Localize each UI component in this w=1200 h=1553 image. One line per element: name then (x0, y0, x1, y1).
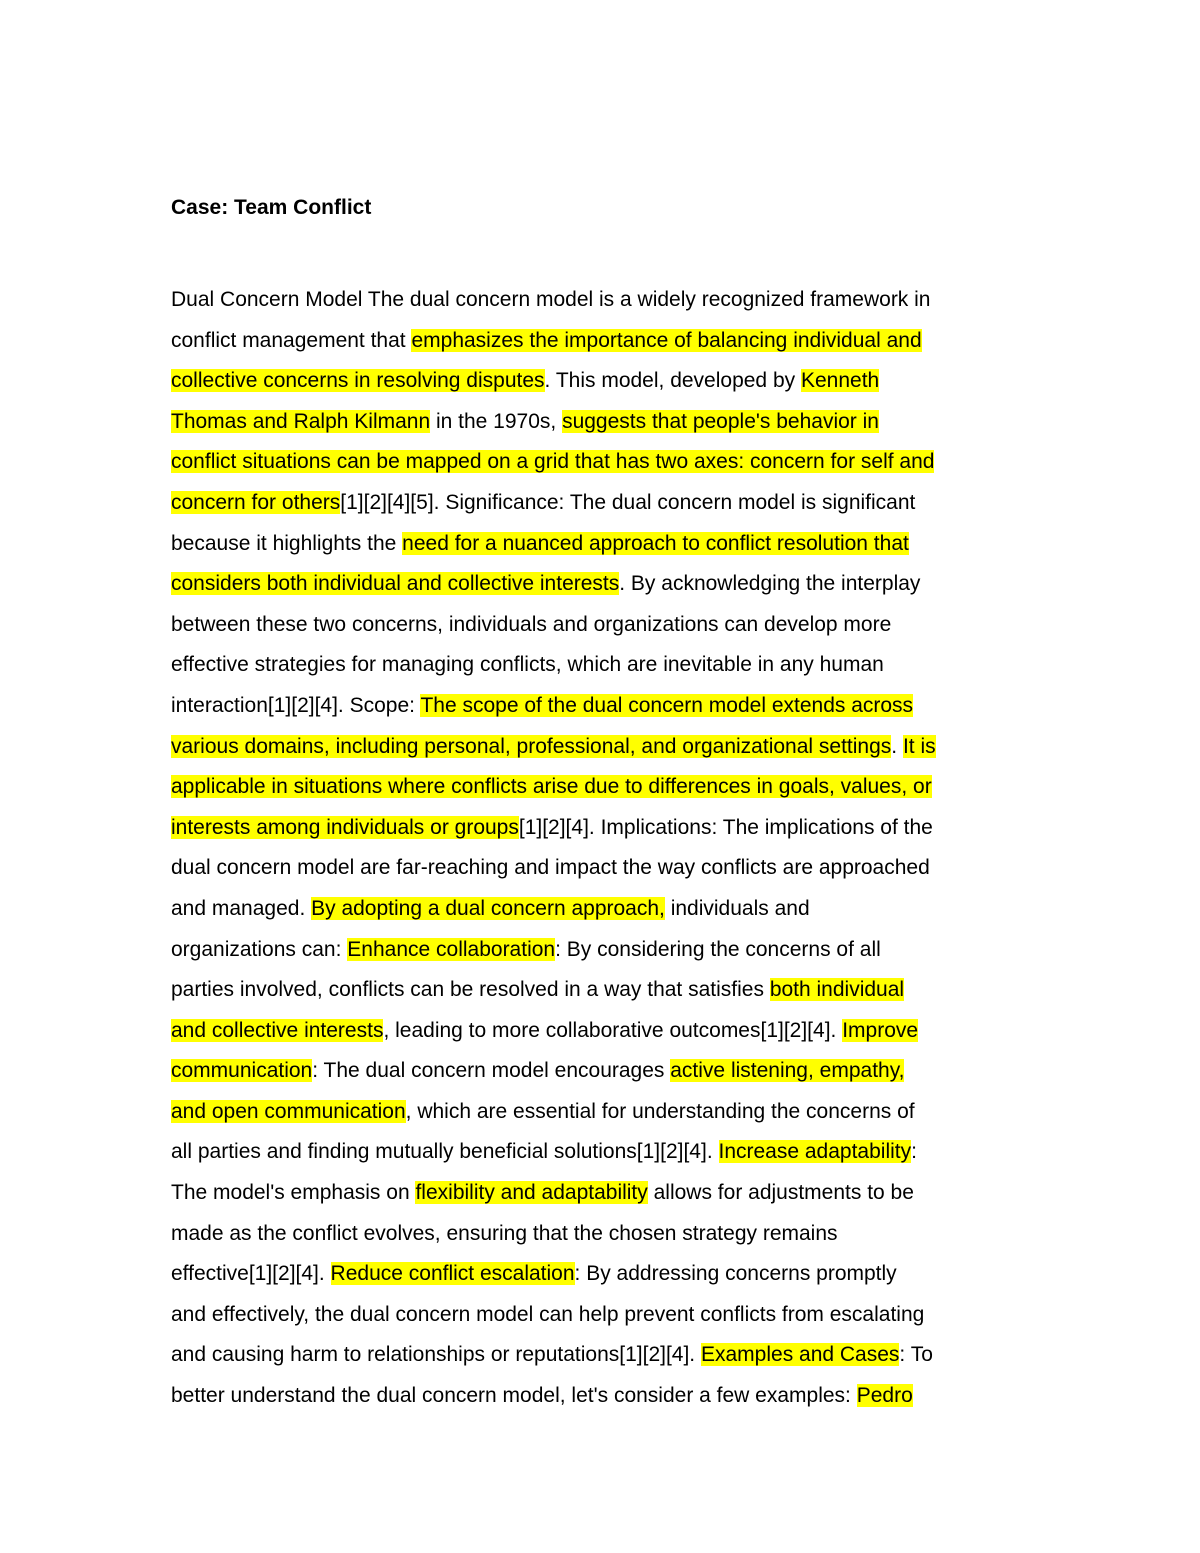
body-text: organizations can: (171, 937, 348, 961)
highlighted-text: Increase adaptability (718, 1140, 912, 1164)
body-text: [1][2][4][5]. Significance: The dual concern model is significant (340, 490, 916, 514)
text-line (171, 605, 1041, 646)
body-text: Dual Concern Model The dual concern model is a widely recognized framework in (171, 288, 931, 311)
body-text: interaction[1][2][4]. Scope: (171, 693, 421, 717)
highlighted-text: interests among individuals or groups (171, 815, 519, 839)
body-text: , which are essential for understanding the concerns of (405, 1099, 915, 1123)
body-text: , leading to more collaborative outcomes[1][2][4]. (383, 1018, 843, 1042)
body-text: and managed. (171, 896, 312, 920)
text-line (171, 1254, 1041, 1295)
text-line (171, 1295, 1041, 1336)
highlighted-text: conflict situations can be mapped on a grid that has two axes: concern for self and (171, 450, 935, 474)
highlighted-text: suggests that people's behavior in (562, 409, 879, 433)
text-line (171, 1051, 1041, 1092)
body-text: . By acknowledging the interplay (619, 572, 921, 596)
body-text: individuals and (664, 896, 810, 920)
text-line (171, 564, 1041, 605)
highlighted-text: Improve (842, 1018, 919, 1042)
text-line (171, 483, 1041, 524)
highlighted-text: Reduce conflict escalation (330, 1262, 575, 1286)
text-line (171, 686, 1041, 727)
text-line (171, 1132, 1041, 1173)
text-line (171, 808, 1041, 849)
highlighted-text: It is (902, 734, 936, 758)
text-line (171, 402, 1041, 443)
body-text: : The dual concern model encourages (312, 1059, 671, 1083)
text-line (171, 889, 1041, 930)
highlighted-text: emphasizes the importance of balancing individual and (411, 328, 922, 352)
text-line (171, 970, 1041, 1011)
body-text: dual concern model are far-reaching and impact the way conflicts are approached (171, 856, 930, 880)
body-text: : By addressing concerns promptly (574, 1262, 897, 1286)
text-line (171, 930, 1041, 971)
text-line (171, 280, 1041, 321)
text-line (171, 321, 1041, 362)
body-text: and causing harm to relationships or reputations[1][2][4]. (171, 1343, 701, 1367)
body-text: . This model, developed by (544, 369, 801, 393)
body-text: The model's emphasis on (171, 1181, 416, 1205)
body-text: made as the conflict evolves, ensuring that the chosen strategy remains (171, 1221, 838, 1245)
highlighted-text: The scope of the dual concern model extends across (420, 693, 914, 717)
text-line (171, 1173, 1041, 1214)
document-body (171, 280, 1041, 1417)
text-line (171, 645, 1041, 686)
highlighted-text: and collective interests (171, 1018, 384, 1042)
body-text: between these two concerns, individuals and organizations can develop more (171, 612, 892, 636)
text-line (171, 1092, 1041, 1133)
text-line (171, 1376, 1041, 1417)
text-line (171, 361, 1041, 402)
body-text: : (911, 1140, 917, 1164)
highlighted-text: collective concerns in resolving disputes (171, 369, 545, 393)
body-text: conflict management that (171, 328, 412, 352)
text-line (171, 1011, 1041, 1052)
highlighted-text: both individual (769, 978, 905, 1002)
body-text: effective[1][2][4]. (171, 1262, 331, 1286)
text-line (171, 848, 1041, 889)
highlighted-text: flexibility and adaptability (415, 1181, 648, 1205)
highlighted-text: Thomas and Ralph Kilmann (171, 409, 431, 433)
highlighted-text: communication (171, 1059, 313, 1083)
body-text: parties involved, conflicts can be resolved in a way that satisfies (171, 978, 770, 1002)
text-line (171, 442, 1041, 483)
body-text: and effectively, the dual concern model can help prevent conflicts from escalating (171, 1302, 925, 1326)
highlighted-text: Examples and Cases (700, 1343, 900, 1367)
text-line (171, 1335, 1041, 1376)
body-text: because it highlights the (171, 531, 403, 555)
highlighted-text: Pedro (856, 1384, 913, 1408)
body-text: : By considering the concerns of all (555, 937, 881, 961)
body-text: : To (899, 1343, 933, 1367)
text-line (171, 524, 1041, 565)
body-text: . (891, 734, 903, 758)
body-text: better understand the dual concern model, let's consider a few examples: (171, 1384, 857, 1408)
body-text: effective strategies for managing conflicts, which are inevitable in any human (171, 653, 884, 677)
text-line (171, 1214, 1041, 1255)
highlighted-text: concern for others (171, 490, 341, 514)
highlighted-text: and open communication (171, 1099, 406, 1123)
highlighted-text: Kenneth (800, 369, 880, 393)
document-title: Case: Team Conflict (171, 196, 372, 219)
highlighted-text: various domains, including personal, professional, and organizational settings (171, 734, 892, 758)
highlighted-text: Enhance collaboration (347, 937, 556, 961)
highlighted-text: By adopting a dual concern approach, (311, 896, 665, 920)
highlighted-text: considers both individual and collective interests (171, 572, 620, 596)
body-text: [1][2][4]. Implications: The implications of the (518, 815, 933, 839)
body-text: all parties and finding mutually beneficial solutions[1][2][4]. (171, 1140, 719, 1164)
highlighted-text: need for a nuanced approach to conflict resolution that (402, 531, 909, 555)
text-line (171, 767, 1041, 808)
body-text: in the 1970s, (430, 409, 563, 433)
text-line (171, 727, 1041, 768)
highlighted-text: active listening, empathy, (670, 1059, 905, 1083)
highlighted-text: applicable in situations where conflicts arise due to differences in goals, values, or (171, 775, 932, 799)
body-text: allows for adjustments to be (647, 1181, 914, 1205)
